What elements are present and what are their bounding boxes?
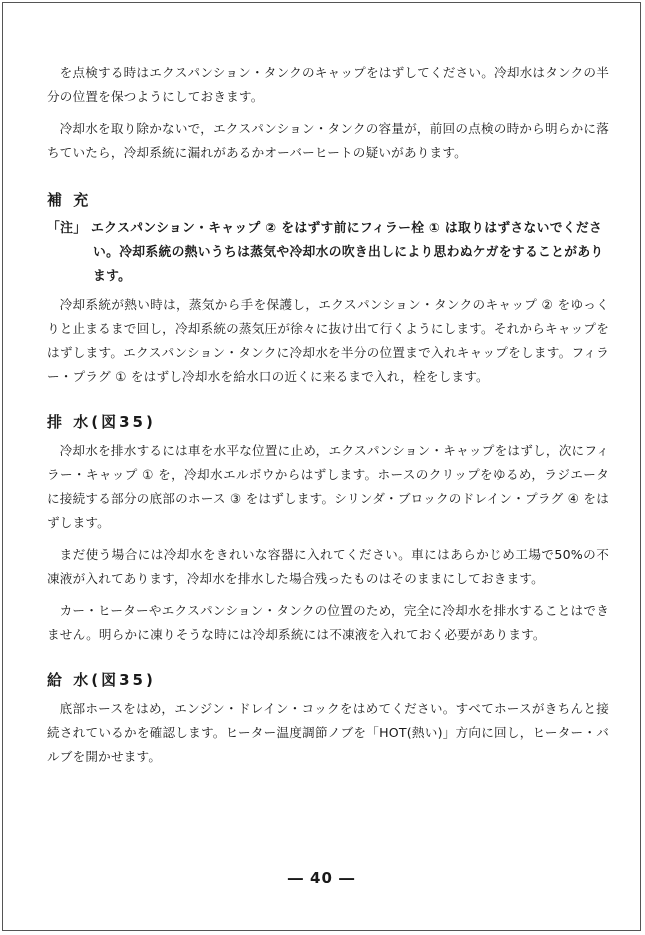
section-heading-fill: 給 水(図35) [47,671,156,689]
refill-paragraph: 冷却系統が熱い時は，蒸気から手を保護し，エクスパンション・タンクのキャップ ② をゆっくりと止まるまで回し，冷却系統の蒸気圧が徐々に抜け出て行くようにします。それからキャップをはずします。エクスパンション・タンクに冷却水を半分の位置まで入れキャップをします。フィラー・プラグ ① をはずし冷却水を給水口の近くに来るまで入れ，栓をします。 [47,297,609,384]
drain-paragraph-2: まだ使う場合には冷却水をきれいな容器に入れてください。車にはあらかじめ工場で50%の不凍液が入れてあります，冷却水を排水した場合残ったものはそのままにしておきます。 [47,547,609,586]
intro-paragraph-1: を点検する時はエクスパンション・タンクのキャップをはずしてください。冷却水はタンクの半分の位置を保つようにしておきます。 [47,65,609,104]
drain-paragraph-1: 冷却水を排水するには車を水平な位置に止め，エクスパンション・キャップをはずし，次にフィラー・キャップ ① を，冷却水エルボウからはずします。ホースのクリップをゆるめ，ラジエータに接続する部分の底部のホース ③ をはずします。シリンダ・ブロックのドレイン・プラグ ④ をはずします。 [47,443,609,530]
intro-paragraph-2: 冷却水を取り除かないで，エクスパンション・タンクの容量が，前回の点検の時から明らかに落ちていたら，冷却系統に漏れがあるかオーバーヒートの疑いがあります。 [47,121,609,160]
document-page [2,2,641,931]
fill-paragraph: 底部ホースをはめ，エンジン・ドレイン・コックをはめてください。すべてホースがきちんと接続されているかを確認します。ヒーター温度調節ノブを「HOT(熱い)」方向に回し，ヒーター・バルブを開かせます。 [47,701,609,764]
section-heading-refill: 補 充 [47,191,92,209]
page-content [47,61,609,777]
page-number: ― 40 ― [287,869,356,887]
section-heading-drain: 排 水(図35) [47,413,156,431]
drain-paragraph-3: カー・ヒーターやエクスパンション・タンクの位置のため，完全に冷却水を排水することはできません。明らかに凍りそうな時には冷却系統には不凍液を入れておく必要があります。 [47,603,609,642]
caution-note: 「注」 エクスパンション・キャップ ② をはずす前にフィラー栓 ① は取りはずさないでください。冷却系統の熱いうちは蒸気や冷却水の吹き出しにより思わぬケガをすることがあります。 [47,221,604,284]
